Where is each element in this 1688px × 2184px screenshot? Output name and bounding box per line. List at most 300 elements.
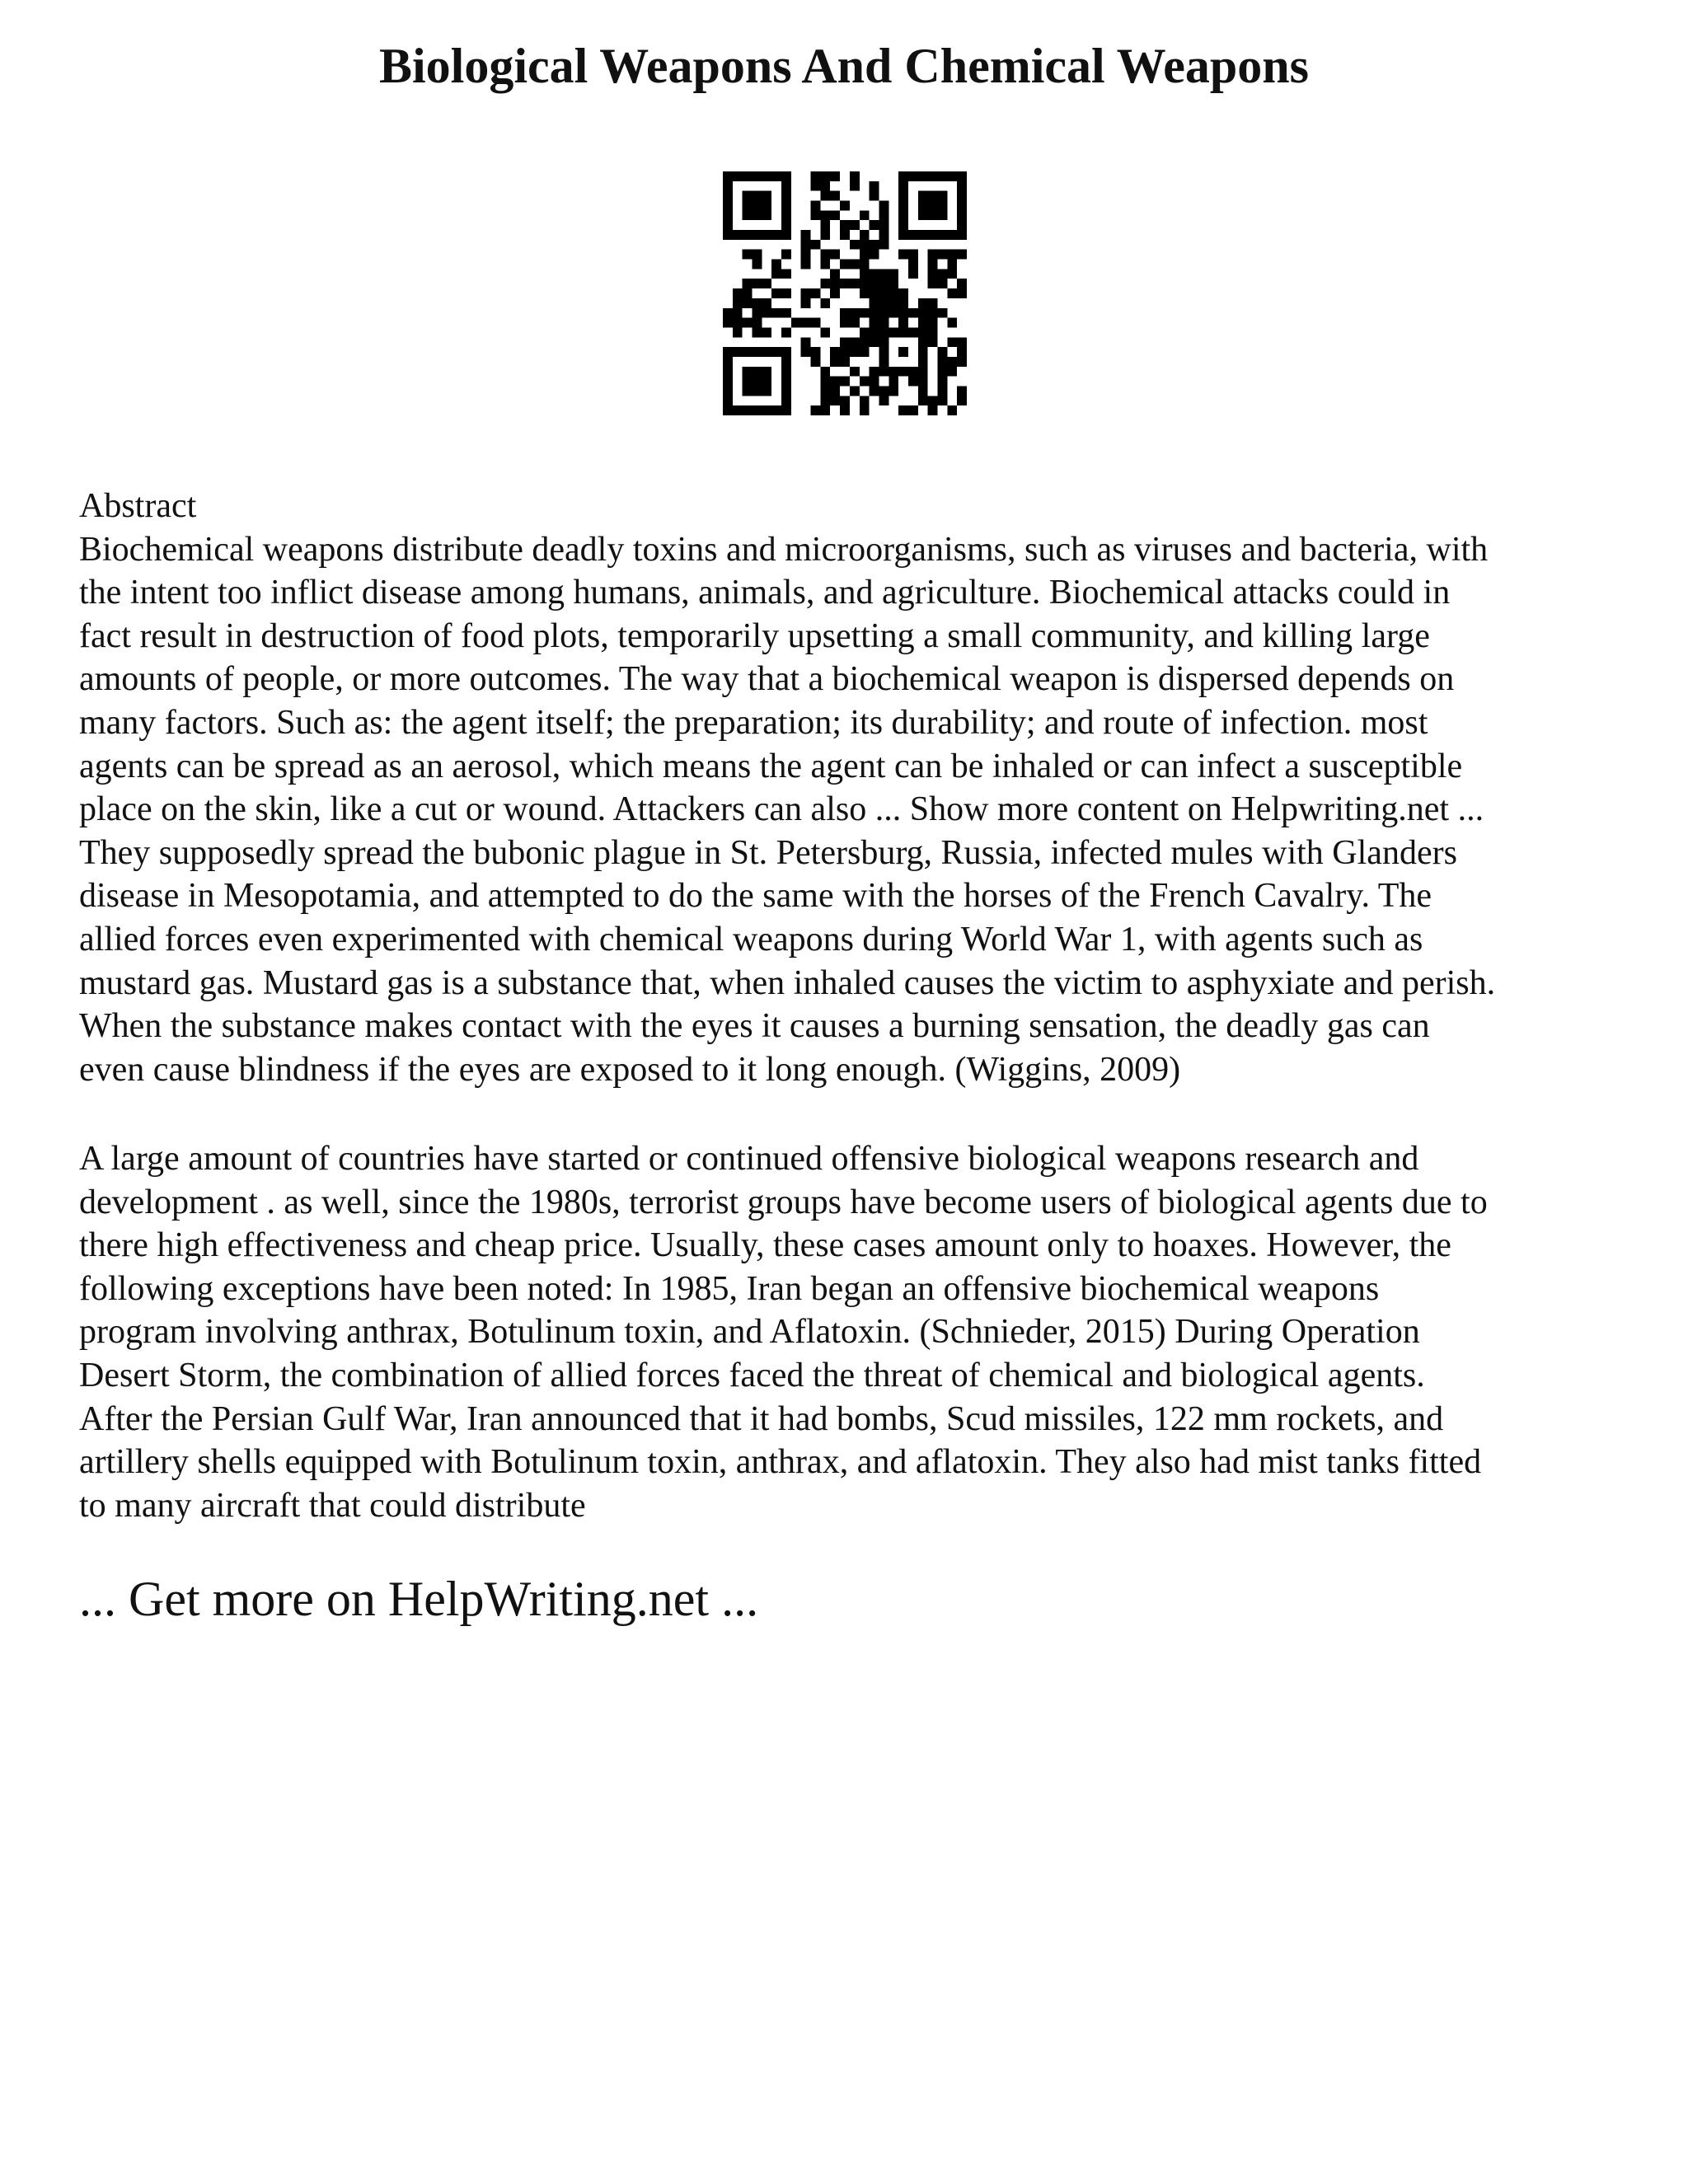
qr-module <box>811 210 821 220</box>
qr-module <box>850 181 860 191</box>
qr-module <box>957 357 967 367</box>
qr-module <box>918 337 928 347</box>
qr-module <box>840 220 850 230</box>
paragraph-line: to many aircraft that could distribute <box>79 1486 586 1525</box>
qr-module <box>879 396 889 405</box>
qr-module <box>947 367 957 377</box>
qr-module <box>830 269 840 279</box>
qr-module <box>898 327 908 337</box>
qr-module <box>908 230 918 240</box>
qr-module <box>898 367 908 377</box>
abstract-line: fact result in destruction of food plots, temporarily upsetting a small community, and killing large <box>79 616 1430 655</box>
qr-module <box>840 337 850 347</box>
qr-module <box>957 171 967 181</box>
qr-module <box>840 260 850 269</box>
qr-module <box>762 171 771 181</box>
qr-module <box>743 386 753 396</box>
qr-module <box>781 288 791 298</box>
qr-module <box>723 171 733 181</box>
qr-module <box>762 279 771 288</box>
qr-module <box>870 298 879 308</box>
qr-module <box>928 171 938 181</box>
qr-module <box>870 191 879 201</box>
qr-module <box>879 279 889 288</box>
qr-module <box>733 347 743 357</box>
qr-module <box>898 220 908 230</box>
qr-module <box>937 347 947 357</box>
qr-module <box>918 308 928 318</box>
qr-module <box>840 308 850 318</box>
qr-module <box>820 260 830 269</box>
qr-module <box>889 377 898 387</box>
qr-module <box>762 327 771 337</box>
qr-module <box>879 240 889 250</box>
qr-module <box>801 288 811 298</box>
qr-module <box>918 396 928 405</box>
qr-module <box>908 327 918 337</box>
qr-module <box>918 201 928 211</box>
qr-module <box>879 327 889 337</box>
qr-module <box>830 386 840 396</box>
qr-module <box>889 386 898 396</box>
qr-module <box>850 347 860 357</box>
qr-module <box>860 240 870 250</box>
qr-module <box>860 327 870 337</box>
qr-module <box>898 171 908 181</box>
qr-module <box>898 201 908 211</box>
qr-module <box>723 201 733 211</box>
qr-module <box>928 250 938 260</box>
qr-module <box>918 347 928 357</box>
qr-module <box>957 347 967 357</box>
qr-module <box>781 367 791 377</box>
qr-module <box>801 260 811 269</box>
qr-module <box>820 405 830 415</box>
qr-module <box>801 337 811 347</box>
qr-module <box>781 210 791 220</box>
qr-module <box>898 298 908 308</box>
qr-module <box>781 377 791 387</box>
qr-module <box>879 288 889 298</box>
qr-module <box>781 308 791 318</box>
qr-module <box>928 327 938 337</box>
qr-module <box>908 367 918 377</box>
qr-module <box>762 347 771 357</box>
qr-module <box>753 230 762 240</box>
qr-module <box>937 386 947 396</box>
qr-module <box>879 337 889 347</box>
qr-module <box>753 250 762 260</box>
qr-module <box>937 230 947 240</box>
qr-module <box>898 288 908 298</box>
qr-module <box>928 318 938 328</box>
qr-module <box>850 308 860 318</box>
qr-module <box>723 220 733 230</box>
paragraph-line: development . as well, since the 1980s, terrorist groups have become users of biological agents due to <box>79 1183 1488 1221</box>
qr-module <box>801 347 811 357</box>
qr-module <box>733 405 743 415</box>
qr-module <box>879 201 889 211</box>
qr-module <box>947 337 957 347</box>
qr-module <box>781 405 791 415</box>
qr-module <box>947 269 957 279</box>
abstract-line: even cause blindness if the eyes are exposed to it long enough. (Wiggins, 2009) <box>79 1050 1181 1089</box>
qr-module <box>733 308 743 318</box>
qr-module <box>743 279 753 288</box>
qr-module <box>723 308 733 318</box>
qr-module <box>840 377 850 387</box>
qr-module <box>771 288 781 298</box>
qr-module <box>762 377 771 387</box>
qr-module <box>898 210 908 220</box>
qr-module <box>908 171 918 181</box>
qr-module <box>801 250 811 260</box>
qr-module <box>771 230 781 240</box>
qr-module <box>937 250 947 260</box>
qr-module <box>870 220 879 230</box>
qr-module <box>928 269 938 279</box>
qr-module <box>811 181 821 191</box>
qr-module <box>723 396 733 405</box>
qr-module <box>937 357 947 367</box>
qr-module <box>850 318 860 328</box>
qr-module <box>957 279 967 288</box>
abstract-line: many factors. Such as: the agent itself; the preparation; its durability; and route of infection. most <box>79 703 1428 742</box>
qr-module <box>830 377 840 387</box>
qr-module <box>918 171 928 181</box>
qr-module <box>947 230 957 240</box>
qr-module <box>947 288 957 298</box>
qr-module <box>762 386 771 396</box>
qr-module <box>781 269 791 279</box>
qr-module <box>840 396 850 405</box>
qr-module <box>743 347 753 357</box>
qr-module <box>937 396 947 405</box>
qr-module <box>781 181 791 191</box>
qr-module <box>753 298 762 308</box>
qr-module <box>830 396 840 405</box>
qr-module <box>889 308 898 318</box>
qr-module <box>879 210 889 220</box>
qr-module <box>928 279 938 288</box>
qr-module <box>811 347 821 357</box>
qr-module <box>879 220 889 230</box>
qr-module <box>898 405 908 415</box>
qr-module <box>840 405 850 415</box>
qr-module <box>830 279 840 288</box>
qr-module <box>908 405 918 415</box>
qr-module <box>908 269 918 279</box>
qr-module <box>723 318 733 328</box>
qr-module <box>820 377 830 387</box>
qr-module <box>753 279 762 288</box>
qr-module <box>870 279 879 288</box>
qr-module <box>820 367 830 377</box>
abstract-section <box>79 485 1620 1091</box>
qr-module <box>840 230 850 240</box>
paragraph-line: After the Persian Gulf War, Iran announced that it had bombs, Scud missiles, 122 mm rockets, and <box>79 1399 1444 1438</box>
paragraph-line: there high effectiveness and cheap price. Usually, these cases amount only to hoaxes. However, the <box>79 1226 1451 1265</box>
abstract-line: amounts of people, or more outcomes. The way that a biochemical weapon is dispersed depends on <box>79 660 1455 699</box>
qr-module <box>733 298 743 308</box>
qr-module <box>860 260 870 269</box>
qr-module <box>781 220 791 230</box>
qr-module <box>743 201 753 211</box>
qr-module <box>743 191 753 201</box>
qr-module <box>801 230 811 240</box>
qr-module <box>957 396 967 405</box>
qr-module <box>898 347 908 357</box>
qr-module <box>860 308 870 318</box>
abstract-line: When the substance makes contact with the eyes it causes a burning sensation, the deadly gas can <box>79 1007 1430 1046</box>
qr-module <box>918 298 928 308</box>
qr-module <box>771 347 781 357</box>
qr-module <box>870 386 879 396</box>
qr-module <box>947 171 957 181</box>
qr-module <box>753 347 762 357</box>
qr-module <box>918 327 928 337</box>
qr-module <box>723 191 733 201</box>
qr-module <box>850 279 860 288</box>
qr-module <box>850 171 860 181</box>
qr-module <box>928 210 938 220</box>
qr-module <box>889 279 898 288</box>
qr-module <box>957 210 967 220</box>
qr-module <box>928 308 938 318</box>
qr-module <box>870 318 879 328</box>
qr-module <box>879 367 889 377</box>
qr-module <box>870 250 879 260</box>
qr-module <box>820 210 830 220</box>
qr-module <box>937 171 947 181</box>
qr-module <box>723 230 733 240</box>
qr-module <box>801 298 811 308</box>
qr-module <box>723 357 733 367</box>
qr-module <box>860 230 870 240</box>
qr-module <box>957 220 967 230</box>
qr-module <box>781 357 791 367</box>
qr-module <box>947 318 957 328</box>
qr-module <box>781 230 791 240</box>
qr-module <box>850 367 860 377</box>
qr-module <box>801 240 811 250</box>
qr-module <box>811 357 821 367</box>
qr-module <box>811 171 821 181</box>
qr-module <box>898 308 908 318</box>
qr-module <box>918 377 928 387</box>
qr-module <box>830 171 840 181</box>
qr-module <box>743 171 753 181</box>
qr-module <box>860 210 870 220</box>
qr-module <box>840 201 850 211</box>
get-more-link[interactable]: ... Get more on HelpWriting.net ... <box>79 1572 759 1626</box>
abstract-line: Biochemical weapons distribute deadly toxins and microorganisms, such as viruses and bacteria, with <box>79 530 1489 569</box>
qr-module <box>791 318 801 328</box>
abstract-line: allied forces even experimented with chemical weapons during World War 1, with agents such as <box>79 920 1423 958</box>
abstract-line: place on the skin, like a cut or wound. Attackers can also ... Show more content on Helpwriting.net ... <box>79 790 1484 829</box>
qr-module <box>928 201 938 211</box>
qr-module <box>811 240 821 250</box>
qr-module <box>928 230 938 240</box>
qr-module <box>781 327 791 337</box>
document-title: Biological Weapons And Chemical Weapons <box>378 39 1310 93</box>
qr-module <box>928 298 938 308</box>
qr-module <box>898 181 908 191</box>
qr-module <box>753 327 762 337</box>
qr-module <box>860 269 870 279</box>
qr-module <box>762 191 771 201</box>
qr-module <box>753 405 762 415</box>
qr-module <box>898 250 908 260</box>
qr-module <box>743 377 753 387</box>
qr-module <box>801 318 811 328</box>
qr-module <box>928 405 938 415</box>
qr-module <box>870 308 879 318</box>
qr-module <box>771 171 781 181</box>
qr-module <box>723 210 733 220</box>
qr-module <box>733 318 743 328</box>
qr-module <box>860 250 870 260</box>
qr-module <box>753 377 762 387</box>
paragraph-line: Desert Storm, the combination of allied forces faced the threat of chemical and biological agents. <box>79 1356 1425 1394</box>
qr-module <box>879 347 889 357</box>
qr-module <box>957 201 967 211</box>
qr-module <box>918 367 928 377</box>
qr-module <box>762 298 771 308</box>
qr-module <box>753 171 762 181</box>
qr-module <box>850 386 860 396</box>
qr-module <box>743 318 753 328</box>
qr-module <box>870 337 879 347</box>
qr-module <box>743 250 753 260</box>
qr-module <box>733 327 743 337</box>
qr-module <box>908 250 918 260</box>
qr-module <box>879 298 889 308</box>
qr-module <box>947 260 957 269</box>
abstract-heading: Abstract <box>79 487 197 525</box>
qr-module <box>820 386 830 396</box>
qr-module <box>860 405 870 415</box>
qr-module <box>889 327 898 337</box>
qr-module <box>820 191 830 201</box>
qr-module <box>753 201 762 211</box>
qr-module <box>811 288 821 298</box>
qr-module <box>830 288 840 298</box>
qr-module <box>733 230 743 240</box>
qr-module <box>870 269 879 279</box>
qr-module <box>928 337 938 347</box>
qr-module <box>820 327 830 337</box>
qr-module <box>830 347 840 357</box>
qr-module <box>879 230 889 240</box>
qr-module <box>762 201 771 211</box>
qr-module <box>723 405 733 415</box>
paragraph-line: following exceptions have been noted: In 1985, Iran began an offensive biochemical weapons <box>79 1269 1380 1308</box>
qr-module <box>771 308 781 318</box>
qr-module <box>908 308 918 318</box>
qr-module <box>733 171 743 181</box>
qr-module <box>918 318 928 328</box>
qr-module <box>753 308 762 318</box>
paragraph-line: artillery shells equipped with Botulinum toxin, anthrax, and aflatoxin. They also had mist tanks fitted <box>79 1443 1482 1482</box>
qr-module <box>723 181 733 191</box>
qr-module <box>889 288 898 298</box>
qr-module <box>753 318 762 328</box>
qr-module <box>928 396 938 405</box>
qr-module <box>898 191 908 201</box>
qr-module <box>957 250 967 260</box>
qr-module <box>879 308 889 318</box>
qr-module <box>879 318 889 328</box>
qr-module <box>771 405 781 415</box>
qr-module <box>820 181 830 191</box>
qr-module <box>840 347 850 357</box>
qr-module <box>762 210 771 220</box>
qr-module <box>918 230 928 240</box>
qr-module <box>860 347 870 357</box>
qr-module <box>870 377 879 387</box>
qr-module <box>957 288 967 298</box>
qr-module <box>879 386 889 396</box>
qr-module <box>723 386 733 396</box>
qr-module <box>781 386 791 396</box>
qr-module <box>743 210 753 220</box>
qr-module <box>870 240 879 250</box>
qr-module <box>723 377 733 387</box>
qr-module <box>947 250 957 260</box>
qr-module <box>840 357 850 367</box>
qr-module <box>743 367 753 377</box>
qr-module <box>820 279 830 288</box>
qr-module <box>771 260 781 269</box>
body-paragraph <box>79 1137 1620 1527</box>
abstract-line: agents can be spread as an aerosol, which means the agent can be inhaled or can infect a susceptible <box>79 747 1463 785</box>
qr-module <box>753 191 762 201</box>
qr-module <box>743 405 753 415</box>
qr-code-icon <box>723 171 967 415</box>
qr-module <box>820 298 830 308</box>
qr-module <box>908 377 918 387</box>
qr-module <box>908 260 918 269</box>
qr-module <box>957 337 967 347</box>
qr-module <box>723 367 733 377</box>
qr-module <box>830 250 840 260</box>
qr-module <box>870 327 879 337</box>
qr-module <box>918 357 928 367</box>
qr-module <box>937 210 947 220</box>
qr-module <box>918 191 928 201</box>
qr-module <box>860 377 870 387</box>
qr-module <box>753 386 762 396</box>
qr-module <box>889 367 898 377</box>
qr-module <box>733 288 743 298</box>
qr-module <box>870 181 879 191</box>
qr-module <box>937 377 947 387</box>
qr-module <box>781 201 791 211</box>
abstract-line: They supposedly spread the bubonic plague in St. Petersburg, Russia, infected mules with Glanders <box>79 833 1457 872</box>
qr-module <box>937 191 947 201</box>
qr-module <box>830 210 840 220</box>
qr-module <box>840 318 850 328</box>
qr-module <box>743 230 753 240</box>
qr-module <box>889 298 898 308</box>
qr-module <box>771 269 781 279</box>
qr-module <box>743 298 753 308</box>
qr-module <box>937 308 947 318</box>
qr-module <box>762 230 771 240</box>
qr-module <box>753 367 762 377</box>
qr-module <box>860 337 870 347</box>
